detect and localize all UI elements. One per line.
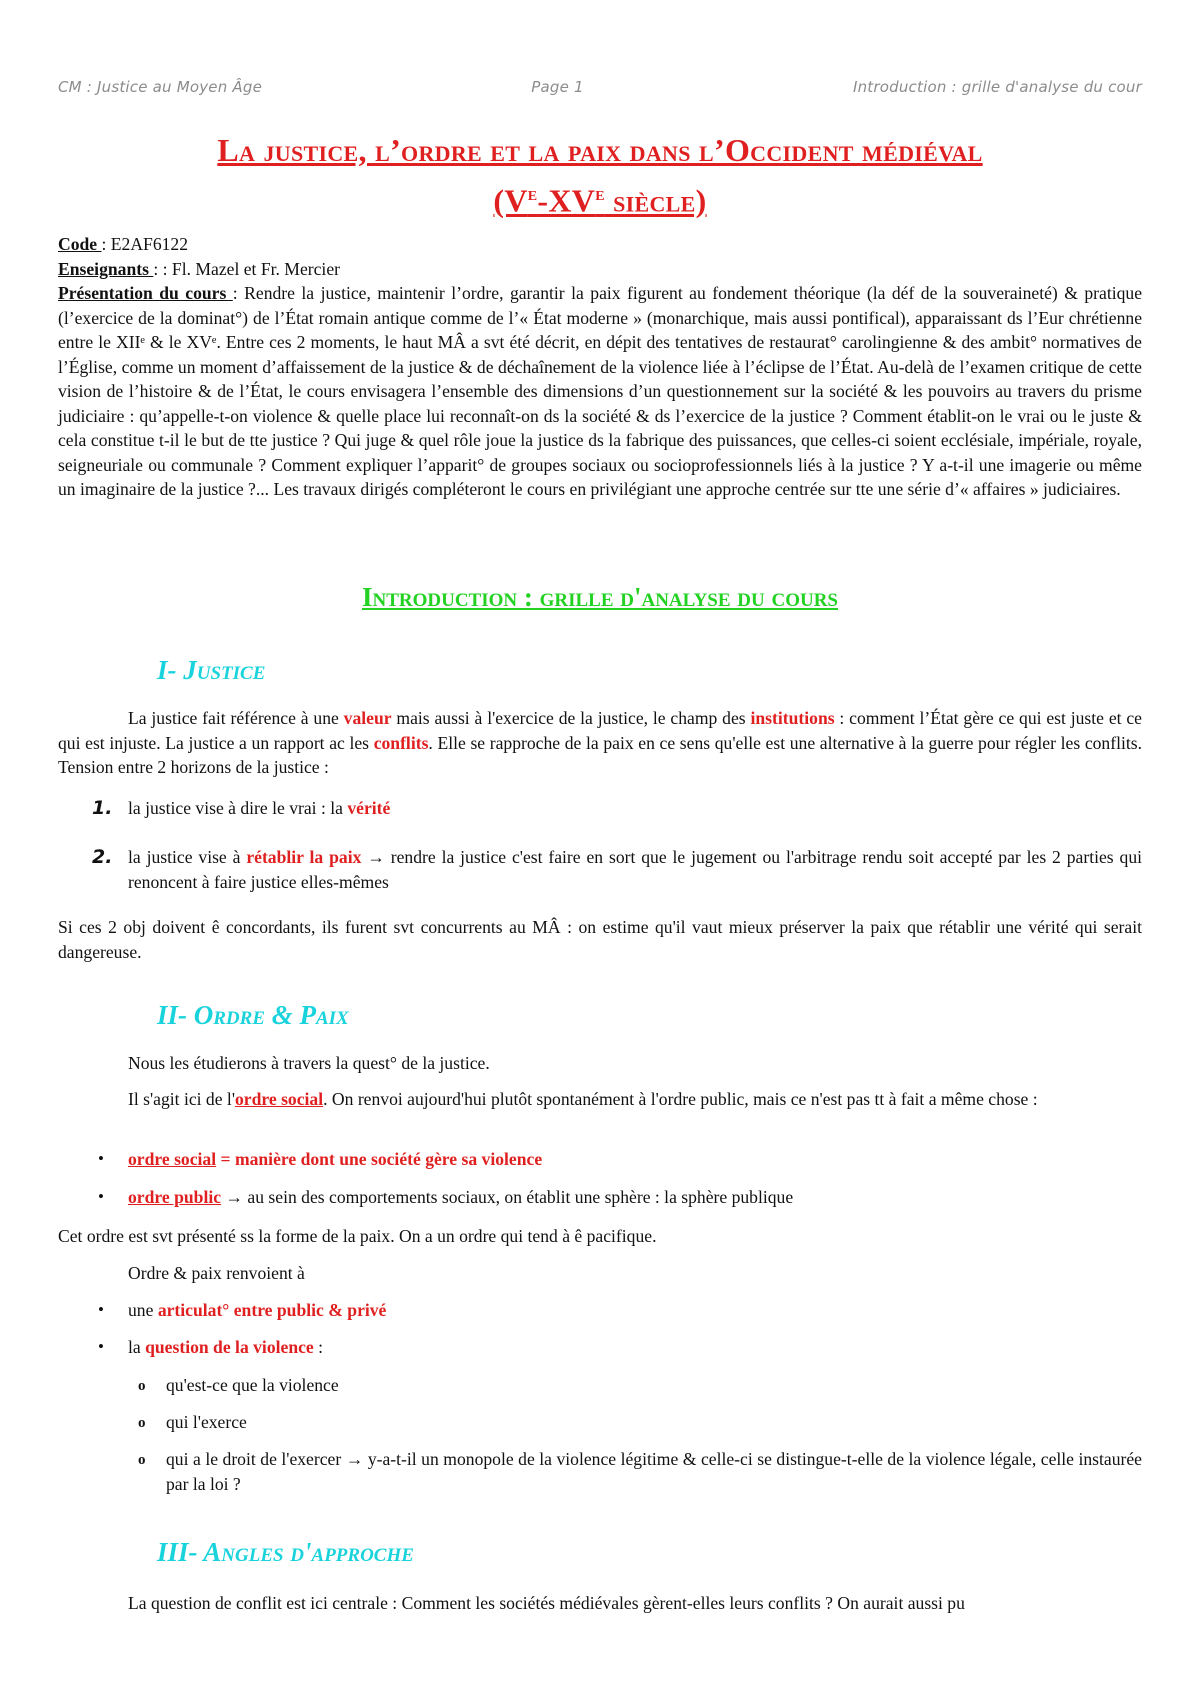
sub-bullet-item-2 [58,1410,1142,1435]
keyword-verite: vérité [347,798,391,818]
header-right: Introduction : grille d'analyse du cour [852,78,1142,96]
header-page-number: Page 1 [531,78,584,96]
title-line-1: La justice, l’ordre et la paix dans l’Occident médiéval [217,132,983,168]
sub-bullet-marker: o [138,1452,146,1468]
title-part: (V [493,182,528,219]
numbered-item-2 [58,845,1142,894]
title-part: -XV [537,182,596,219]
course-presentation [58,281,1142,502]
text-run: . Elle se rapproche de la paix en ce sens qu'elle est une alternative à la guerre pour régler les conflits. Tension entre 2 horizons de la justice : [58,732,1142,777]
keyword-question-violence: question de la violence [145,1337,314,1357]
text-run: La justice fait référence à une [128,708,344,728]
section-2-paragraph-4: Ordre & paix renvoient à [128,1263,305,1283]
section-3-heading: III- Angles d'approche [157,1537,414,1567]
list-item-text [128,845,1142,894]
text-run: la justice vise à [128,847,247,867]
section-2-heading: II- Ordre & Paix [157,1000,349,1030]
list-item-text: qui a le droit de l'exercer → y-a-t-il un monopole de la violence légitime & celle-ci se distingue-t-elle de la violence légale, celle instaurée par la loi ? [166,1449,1142,1494]
section-1-heading: I- Justice [157,655,266,685]
title-sup: e [527,183,538,205]
keyword-conflits: conflits [373,732,429,753]
course-metadata [58,232,1142,502]
numbered-item-1 [58,796,1142,821]
bullet-marker: • [98,1300,104,1319]
section-1-paragraph [58,706,1142,780]
title-line-2 [58,172,1142,223]
code-label: Code [58,234,102,254]
keyword-ordre-social: ordre social [128,1149,217,1169]
document-title [58,128,1142,223]
list-item-text [128,1298,1142,1323]
keyword-articulation: articulat° entre public & privé [157,1300,387,1320]
running-header [58,78,1142,96]
list-number: 2. [92,846,113,868]
definition-text: → au sein des comportements sociaux, on établit une sphère : la sphère publique [221,1187,794,1207]
section-2-paragraph-3: Cet ordre est svt présenté ss la forme de la paix. On a un ordre qui tend à ê pacifique. [58,1226,657,1246]
keyword-valeur: valeur [343,708,392,728]
list-item-text [128,796,1142,821]
sub-bullet-item-3 [58,1447,1142,1496]
presentation-label: Présentation du cours [58,283,233,303]
bullet-marker: • [98,1187,104,1206]
teachers-value: : : Fl. Mazel et Fr. Mercier [153,258,340,279]
section-2-paragraph-2 [58,1087,1142,1112]
text-run: mais aussi à l'exercice de la justice, le champ des [391,708,751,728]
list-item-text [128,1335,1142,1360]
text-run: la [128,1337,146,1357]
list-number: 1. [92,797,113,819]
teachers-line [58,257,1142,282]
title-part: siècle) [604,182,707,219]
bullet-item-articulation [58,1298,1142,1323]
bullet-marker: • [98,1149,104,1168]
title-sup: e [595,183,605,205]
text-run: . On renvoi aujourd'hui plutôt spontanément à l'ordre public, mais ce n'est pas tt à fait a même chose : [323,1089,1038,1109]
keyword-ordre-social: ordre social [235,1089,324,1109]
text-run: : [313,1337,324,1357]
text-run: Il s'agit ici de l' [128,1089,235,1109]
sub-bullet-marker: o [138,1415,146,1431]
introduction-heading: Introduction : grille d'analyse du cours [361,582,838,612]
section-3-paragraph: La question de conflit est ici centrale : Comment les sociétés médiévales gèrent-elles leurs conflits ? On aurait aussi pu [128,1593,965,1613]
text-run: la justice vise à dire le vrai : la [128,798,348,818]
teachers-label: Enseignants [58,258,154,279]
bullet-item-ordre-public [58,1185,1142,1210]
keyword-institutions: institutions [750,708,835,728]
bullet-marker: • [98,1337,104,1356]
section-2-paragraph-1: Nous les étudierons à travers la quest° de la justice. [128,1053,490,1073]
sub-bullet-item-1 [58,1373,1142,1398]
header-left: CM : Justice au Moyen Âge [58,78,263,96]
code-value: : E2AF6122 [101,234,189,254]
list-item-text [128,1147,1142,1172]
definition-text: = manière dont une société gère sa violence [216,1149,543,1169]
bullet-item-violence [58,1335,1142,1360]
text-run: → rendre la justice c'est faire en sort que le jugement ou l'arbitrage rendu soit accepté par les 2 parties qui renoncent à faire justice elles-mêmes [128,847,1143,892]
course-code-line [58,232,1142,257]
keyword-ordre-public: ordre public [128,1187,222,1207]
presentation-text: : Rendre la justice, maintenir l’ordre, garantir la paix figurent au fondement théorique (la déf de la souveraineté) & pratique (l’exercice de la dominat°) de l’État romain antique comme de l’« État moderne » (monarchique, mais aussi pontifical), apparaissant ds l’Eur chrétienne entre le XIIᵉ & le XVᵉ. Entre ces 2 moments, le haut MÂ a svt été décrit, en dépit des tentatives de restaurat° carolingienne & des ambit° normatives de l’Église, comme un moment d’affaissement de la justice & de déchaînement de la violence liée à l’éclipse de l’État. Au-delà de l’examen critique de cette vision de l’histoire & de l’État, le cours envisagera l’ensemble des dimensions d’un questionnement sur la société & les pouvoirs au travers du prisme judiciaire : qu’appelle-t-on violence & quelle place lui reconnaît-on ds la société & ds l’exercice de la justice ? Comment établit-on le vrai ou le juste & cela constitue t-il le but de tte justice ? Qui juge & quel rôle joue la justice ds la fabrique des puissances, que celles-ci soient ecclésiale, impériale, royale, seigneuriale ou communale ? Comment expliquer l’apparit° de groupes sociaux ou socioprofessionnels liés à la justice ? Y a-t-il une imagerie ou même un imaginaire de la justice ?... Les travaux dirigés compléteront le cours en privilégiant une approche centrée sur tte une série d’« affaires » judiciaires. [58,283,1143,499]
text-run: une [128,1300,158,1320]
keyword-retablir-la-paix: rétablir la paix [246,847,362,867]
list-item-text: qu'est-ce que la violence [166,1375,339,1395]
section-1-conclusion: Si ces 2 obj doivent ê concordants, ils furent svt concurrents au MÂ : on estime qu'il vaut mieux préserver la paix que rétablir une vérité qui serait dangereuse. [58,917,1142,962]
text-run: : comment l’État gère ce qui est juste et ce qui est injuste. La justice a un rapport ac les [58,708,1142,753]
list-item-text [128,1185,1142,1210]
bullet-item-ordre-social [58,1147,1142,1172]
sub-bullet-marker: o [138,1378,146,1394]
list-item-text: qui l'exerce [166,1412,247,1432]
